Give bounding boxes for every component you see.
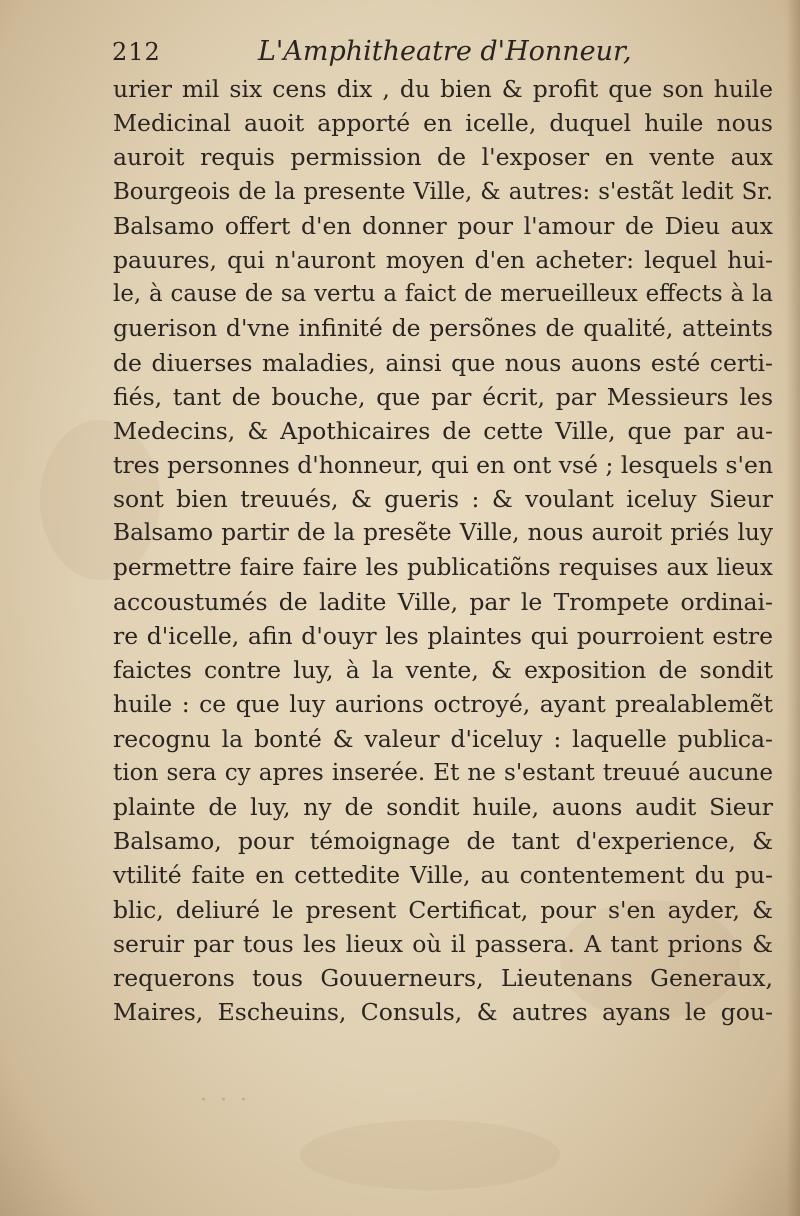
- page-edge-shadow: [786, 0, 800, 1216]
- paper-stain: [300, 1120, 560, 1190]
- text-line: huile : ce que luy aurions octroyé, ayant prealablemẽt: [113, 690, 773, 719]
- text-line: Bourgeois de la presente Ville, & autres: s'estãt ledit Sr.: [113, 178, 773, 205]
- text-line: Medecins, & Apothicaires de cette Ville, que par au-: [113, 416, 773, 445]
- text-line: blic, deliuré le present Certificat, pour s'en ayder, &: [113, 895, 773, 924]
- bleed-through-mark: · · ·: [200, 1088, 250, 1113]
- text-line: le, à cause de sa vertu a faict de merueilleux effects à la: [113, 281, 773, 308]
- text-line: urier mil six cens dix , du bien & profit que son huile: [113, 75, 773, 103]
- text-line: fiés, tant de bouche, que par écrit, par Messieurs les: [113, 382, 773, 411]
- text-line: Balsamo, pour témoignage de tant d'experience, &: [113, 827, 773, 856]
- text-line: re d'icelle, afin d'ouyr les plaintes qui pourroient estre: [113, 622, 773, 650]
- text-line: vtilité faite en cettedite Ville, au contentement du pu-: [113, 861, 773, 890]
- page-header: [112, 30, 712, 76]
- text-line: requerons tous Gouuerneurs, Lieutenans Generaux,: [113, 963, 773, 992]
- text-line: seruir par tous les lieux où il passera. A tant prions &: [113, 929, 773, 958]
- running-title: L'Amphitheatre d'Honneur,: [258, 36, 632, 67]
- text-line: tion sera cy apres inserée. Et ne s'estant treuué aucune: [113, 759, 773, 786]
- text-line: guerison d'vne infinité de persõnes de qualité, atteints: [113, 314, 773, 343]
- body-text: [113, 72, 773, 1029]
- text-line: tres personnes d'honneur, qui en ont vsé ; lesquels s'en: [113, 451, 774, 480]
- text-line: faictes contre luy, à la vente, & exposition de sondit: [113, 656, 773, 685]
- text-line: plainte de luy, ny de sondit huile, auons audit Sieur: [113, 792, 773, 821]
- text-line: de diuerses maladies, ainsi que nous auons esté certi-: [113, 348, 773, 377]
- text-line: Balsamo partir de la presẽte Ville, nous auroit priés luy: [113, 519, 773, 547]
- text-line: Medicinal auoit apporté en icelle, duquel huile nous: [113, 109, 773, 138]
- text-line: accoustumés de ladite Ville, par le Trompete ordinai-: [113, 587, 773, 616]
- text-line: pauures, qui n'auront moyen d'en acheter: lequel hui-: [113, 245, 773, 274]
- text-line: auroit requis permission de l'exposer en vente aux: [113, 143, 773, 172]
- text-line: permettre faire faire les publicatiõns requises aux lieux: [113, 554, 773, 581]
- text-line: recognu la bonté & valeur d'iceluy : laquelle publica-: [113, 724, 773, 753]
- text-line: Maires, Escheuins, Consuls, & autres ayans le gou-: [113, 998, 773, 1027]
- page-number: 212: [112, 38, 161, 66]
- text-line: sont bien treuués, & gueris : & voulant iceluy Sieur: [113, 485, 773, 514]
- text-line: Balsamo offert d'en donner pour l'amour de Dieu aux: [113, 211, 773, 240]
